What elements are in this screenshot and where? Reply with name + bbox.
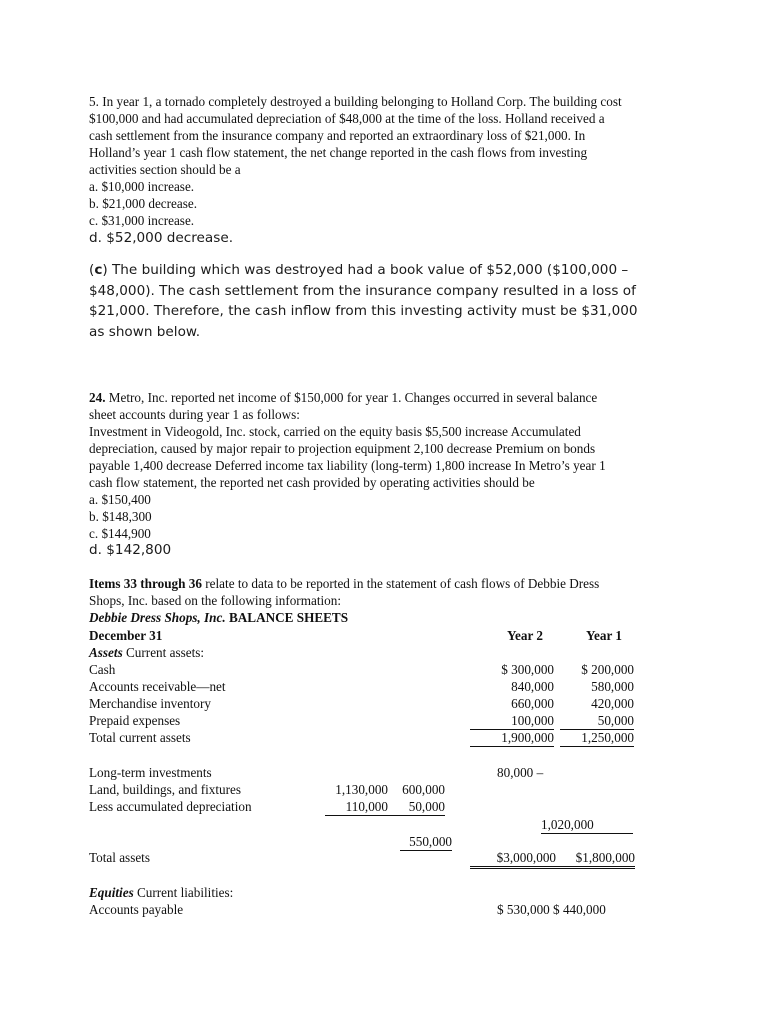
equities-heading bbox=[89, 884, 233, 901]
items-text: relate to data to be reported in the statement of cash flows of Debbie Dress bbox=[201, 576, 600, 591]
assets-label: Assets bbox=[89, 645, 123, 660]
row-label-accumulated-depreciation: Less accumulated depreciation bbox=[89, 799, 252, 814]
total-assets-year-2: $3,000,000 bbox=[470, 849, 556, 869]
q24-option-c: c. $144,900 bbox=[89, 526, 151, 541]
long-term-investments-values: 80,000 – bbox=[497, 765, 544, 780]
row-label-land: Land, buildings, and fixtures bbox=[89, 782, 241, 797]
row-label-total-current: Total current assets bbox=[89, 730, 191, 745]
items-intro-line: Shops, Inc. based on the following information: bbox=[89, 593, 341, 608]
q24-option-a: a. $150,400 bbox=[89, 492, 151, 507]
cash-year-2: $ 300,000 bbox=[501, 662, 554, 677]
equities-label: Equities bbox=[89, 885, 134, 900]
row-label-cash: Cash bbox=[89, 662, 116, 677]
q5-answer-text: ) The building which was destroyed had a book value of $52,000 ($100,000 – bbox=[102, 262, 629, 278]
accumulated-depreciation-year-2: 110,000 bbox=[325, 798, 388, 816]
q24-line: sheet accounts during year 1 as follows: bbox=[89, 407, 300, 422]
current-assets-label: Current assets: bbox=[122, 645, 205, 660]
q5-answer-line: as shown below. bbox=[89, 323, 201, 340]
q5-answer bbox=[89, 260, 689, 342]
q5-option-b: b. $21,000 decrease. bbox=[89, 196, 198, 211]
receivables-year-1: 580,000 bbox=[591, 679, 634, 694]
q24-line: payable 1,400 decrease Deferred income tax liability (long-term) 1,800 increase In Metro’s year 1 bbox=[89, 458, 606, 473]
total-current-year-2: 1,900,000 bbox=[470, 729, 554, 747]
company-name: Debbie Dress Shops, Inc. bbox=[89, 610, 226, 625]
row-label-receivables: Accounts receivable—net bbox=[89, 679, 226, 694]
date-header: December 31 bbox=[89, 628, 163, 643]
items-intro-line-1 bbox=[89, 575, 689, 592]
inventory-year-1: 420,000 bbox=[591, 696, 634, 711]
question-24 bbox=[89, 389, 689, 542]
q5-line: Holland’s year 1 cash flow statement, the net change reported in the cash flows from investing bbox=[89, 145, 588, 160]
q5-option-c: c. $31,000 increase. bbox=[89, 213, 195, 228]
current-liabilities-label: Current liabilities: bbox=[133, 885, 234, 900]
column-year-1: Year 1 bbox=[586, 628, 623, 643]
q5-line: cash settlement from the insurance company and reported an extraordinary loss of $21,000. In bbox=[89, 128, 586, 143]
q5-answer-line: $21,000. Therefore, the cash inflow from this investing activity must be $31,000 bbox=[89, 303, 638, 319]
q5-option-a: a. $10,000 increase. bbox=[89, 179, 195, 194]
land-year-2: 1,130,000 bbox=[335, 782, 388, 797]
question-5 bbox=[89, 93, 689, 229]
q24-line: depreciation, caused by major repair to projection equipment 2,100 decrease Premium on bonds bbox=[89, 441, 596, 456]
accumulated-depreciation-year-1: 50,000 bbox=[388, 798, 445, 816]
row-label-accounts-payable: Accounts payable bbox=[89, 902, 184, 917]
row-label-long-term-investments: Long-term investments bbox=[89, 765, 212, 780]
q5-line: $100,000 and had accumulated depreciation of $48,000 at the time of the loss. Holland received a bbox=[89, 111, 605, 126]
total-current-year-1: 1,250,000 bbox=[560, 729, 634, 747]
accounts-payable-values: $ 530,000 $ 440,000 bbox=[497, 902, 606, 917]
q24-text: Metro, Inc. reported net income of $150,000 for year 1. Changes occurred in several balance bbox=[105, 390, 598, 405]
balance-sheet-title bbox=[89, 609, 689, 626]
cash-year-1: $ 200,000 bbox=[581, 662, 634, 677]
q5-answer-line: $48,000). The cash settlement from the insurance company resulted in a loss of bbox=[89, 282, 636, 299]
q5-option-d: d. $52,000 decrease. bbox=[89, 230, 234, 246]
q24-line: cash flow statement, the reported net cash provided by operating activities should be bbox=[89, 475, 535, 490]
q24-option-b: b. $148,300 bbox=[89, 509, 152, 524]
row-label-inventory: Merchandise inventory bbox=[89, 696, 211, 711]
net-fixed-assets-year-1: 550,000 bbox=[400, 833, 452, 851]
assets-heading bbox=[89, 644, 204, 661]
row-label-total-assets: Total assets bbox=[89, 850, 150, 865]
column-year-2: Year 2 bbox=[507, 628, 544, 643]
row-label-prepaid: Prepaid expenses bbox=[89, 713, 181, 728]
receivables-year-2: 840,000 bbox=[511, 679, 554, 694]
net-fixed-assets-year-2: 1,020,000 bbox=[541, 816, 633, 834]
q24-line-1 bbox=[89, 389, 689, 406]
q24-option-d: d. $142,800 bbox=[89, 542, 172, 558]
items-intro bbox=[89, 575, 689, 626]
inventory-year-2: 660,000 bbox=[511, 696, 554, 711]
q24-number: 24. bbox=[89, 390, 106, 405]
prepaid-year-2: 100,000 bbox=[470, 712, 554, 730]
prepaid-year-1: 50,000 bbox=[560, 712, 634, 730]
q5-line: activities section should be a bbox=[89, 162, 241, 177]
land-year-1: 600,000 bbox=[402, 782, 445, 797]
q24-line: Investment in Videogold, Inc. stock, carried on the equity basis $5,500 increase Accumulated bbox=[89, 424, 581, 439]
total-assets-year-1: $1,800,000 bbox=[556, 849, 635, 869]
balance-sheet-heading: BALANCE SHEETS bbox=[225, 610, 349, 625]
items-range: Items 33 through 36 bbox=[89, 576, 202, 591]
q5-answer-line-1: (c) The building which was destroyed had a book value of $52,000 ($100,000 – bbox=[89, 262, 629, 278]
q5-line: 5. In year 1, a tornado completely destroyed a building belonging to Holland Corp. The building cost bbox=[89, 94, 622, 109]
q5-answer-letter: c bbox=[94, 262, 103, 278]
